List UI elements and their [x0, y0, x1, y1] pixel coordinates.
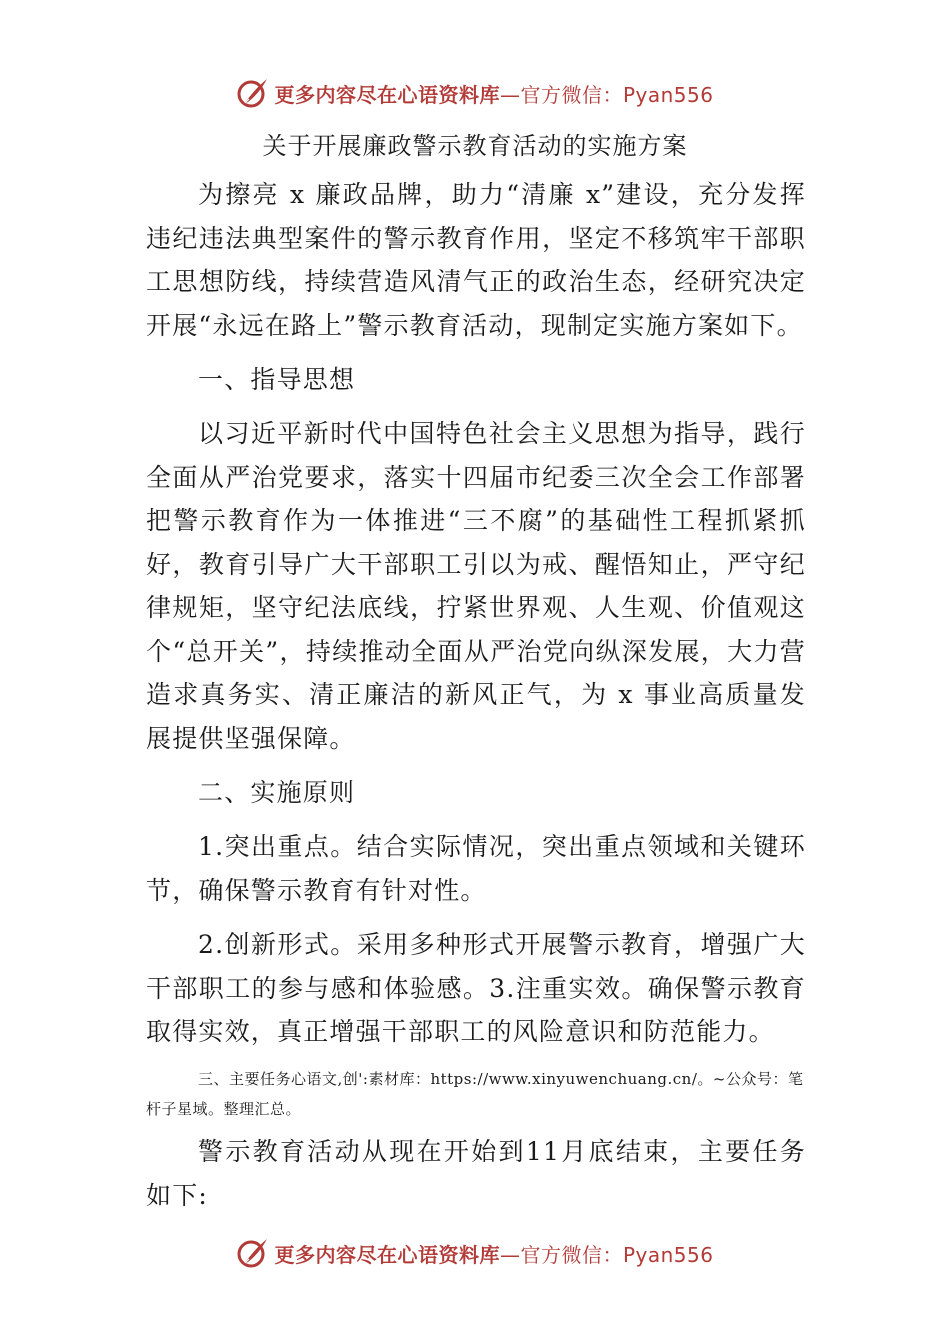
guiding-paragraph: 以习近平新时代中国特色社会主义思想为指导，践行全面从严治党要求，落实十四届市纪委三次全会工作部署把警示教育作为一体推进“三不腐”的基础性工程抓紧抓好，教育引导广大干部职工引以为戒、醒悟知止，严守纪律规矩，坚守纪法底线，拧紧世界观、人生观、价值观这个“总开关”，持续推动全面从严治党向纵深发展，大力营造求真务实、清正廉洁的新风正气，为 x 事业高质量发展提供坚强保障。: [146, 419, 806, 753]
quill-logo-icon: [236, 76, 270, 110]
footer-banner: [0, 1233, 950, 1273]
banner-brand: 更多内容尽在心语资料库: [274, 1242, 500, 1267]
intro-paragraph: 为擦亮 x 廉政品牌，助力“清廉 x”建设，充分发挥违纪违法典型案件的警示教育作用，坚定不移筑牢干部职工思想防线，持续营造风清气正的政治生态，经研究决定开展“永远在路上”警示教育活动，现制定实施方案如下。: [146, 180, 806, 340]
header-banner: [0, 73, 950, 113]
banner-brand: 更多内容尽在心语资料库: [274, 82, 500, 107]
source-note: 三、主要任务心语文,创':素材库：https://www.xinyuwenchuang.cn/。~公众号：笔杆子星域。整理汇总。: [146, 1070, 804, 1118]
section-heading-principles: 二、实施原则: [198, 778, 356, 807]
tasks-intro-paragraph: 警示教育活动从现在开始到11月底结束，主要任务如下:: [146, 1137, 806, 1210]
banner-contact: —官方微信：Pyan556: [499, 82, 714, 107]
banner-text: [274, 1239, 713, 1268]
section-heading-guiding: 一、指导思想: [198, 365, 356, 394]
banner-text: [274, 79, 713, 108]
principle-1-paragraph: 1.突出重点。结合实际情况，突出重点领域和关键环节，确保警示教育有针对性。: [146, 832, 806, 905]
banner-contact: —官方微信：Pyan556: [499, 1242, 714, 1267]
document-title: 关于开展廉政警示教育活动的实施方案: [262, 132, 688, 160]
quill-logo-icon: [236, 1236, 270, 1270]
principle-2-paragraph: 2.创新形式。采用多种形式开展警示教育，增强广大干部职工的参与感和体验感。3.注重实效。确保警示教育取得实效，真正增强干部职工的风险意识和防范能力。: [146, 930, 806, 1046]
